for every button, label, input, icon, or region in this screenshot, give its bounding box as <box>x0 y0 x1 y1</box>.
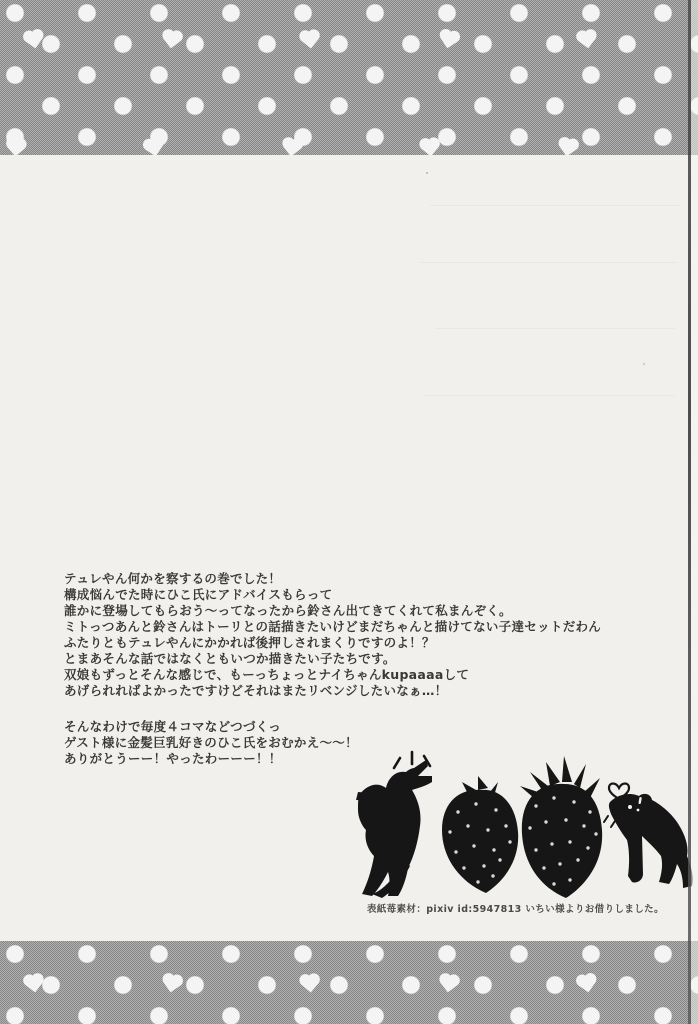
bottom-polkadot-band <box>0 941 698 1024</box>
material-credit: 表紙苺素材：pixiv id:5947813 いちい様よりお借りしました。 <box>366 904 664 915</box>
heart-icon <box>422 140 439 155</box>
right-anteater-silhouette <box>609 794 693 888</box>
strawberry-right <box>522 784 602 898</box>
afterword-line: 誰かに登場してもらおう～ってなったから鈴さん出てきてくれて私まんぞく。 <box>64 603 512 618</box>
ghost-line <box>435 328 675 329</box>
afterword-line: ミトっつあんと鈴さんはトーリとの話描きたいけどまだちゃんと描けてない子達セットだわん <box>64 619 602 634</box>
afterword-line: テュレやん何かを察するの巻でした！ <box>64 571 282 586</box>
ghost-line <box>430 205 680 206</box>
heart-icon <box>146 140 163 155</box>
heart-icon <box>579 976 596 993</box>
heart-icon <box>560 140 577 155</box>
afterword-line: あげられればよかったですけどそれはまたリベンジしたいなぁ…！ <box>64 683 448 698</box>
afterword-line: 双娘もずっとそんな感じで、もーっちょっとナイちゃんkupaaaaして <box>64 667 470 682</box>
heart-icon <box>8 140 25 155</box>
top-polkadot-band <box>0 0 698 155</box>
heart-icon <box>164 32 181 49</box>
afterword-text-block <box>64 571 601 767</box>
afterword-line: 構成悩んでた時にひこ氏にアドバイスもらって <box>64 587 333 602</box>
heart-icon <box>441 976 458 993</box>
afterword-line: ふたりともテュレやんにかかれば後押しされまくりですのよ！？ <box>64 635 435 650</box>
strawberry-left <box>442 790 518 893</box>
heart-icon <box>579 32 596 49</box>
afterword-line: ありがとうーー！やったわーーー！！ <box>64 751 282 766</box>
heart-icon <box>26 32 43 49</box>
afterword-line: とまあそんな話ではなくともいつか描きたい子たちです。 <box>64 651 396 666</box>
ghost-line <box>425 395 675 396</box>
afterword-line: ゲスト様に金髪巨乳好きのひこ氏をおむかえ～～！ <box>64 735 358 750</box>
ghost-line <box>420 262 678 263</box>
afterword-line: そんなわけで毎度４コマなどつづくっ <box>64 719 282 734</box>
heart-icon <box>284 140 301 155</box>
scan-speck <box>643 363 645 365</box>
page-edge-strip <box>691 0 698 1024</box>
heart-icon <box>26 976 43 993</box>
heart-icon <box>302 32 319 49</box>
heart-icon <box>302 976 319 993</box>
heart-icon <box>441 32 458 49</box>
anteater-strawberry-illustration <box>338 742 698 904</box>
heart-icon <box>164 976 181 993</box>
scan-speck <box>426 172 428 174</box>
